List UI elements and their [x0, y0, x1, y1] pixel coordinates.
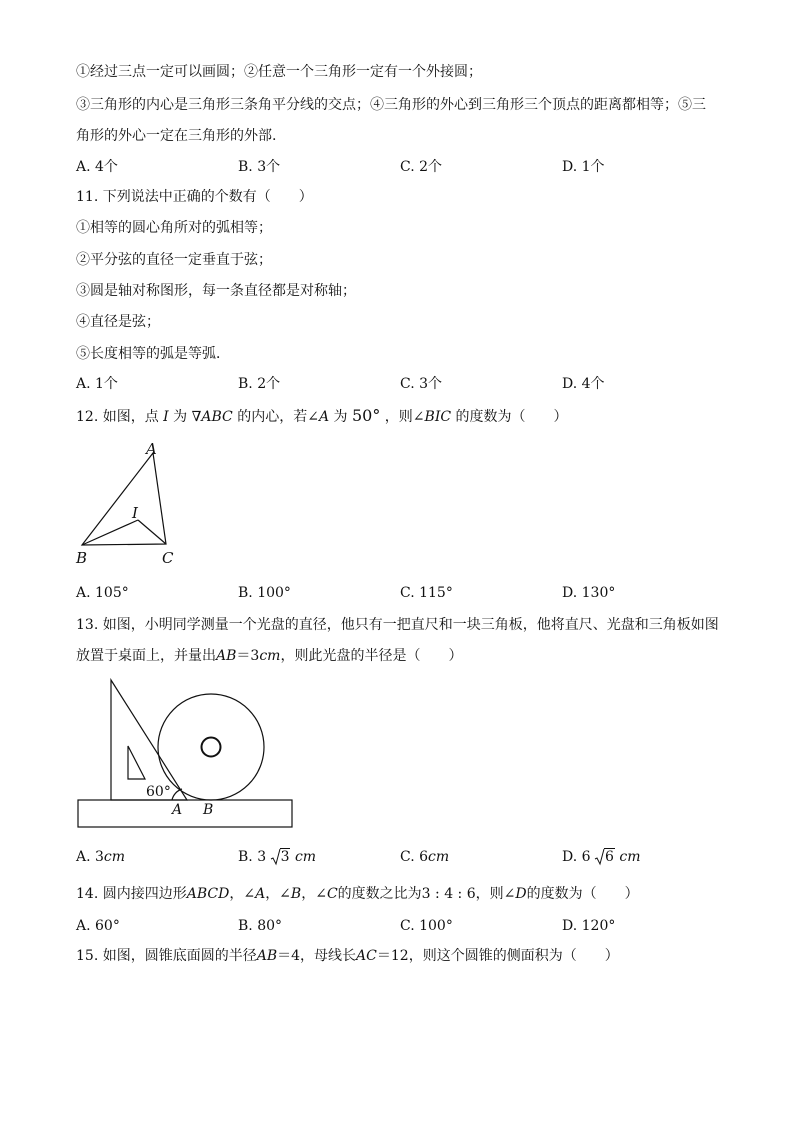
- q12-label-a: A: [146, 440, 157, 458]
- q13-label-b: B: [203, 802, 214, 818]
- q14-option-c[interactable]: C. 100°: [400, 918, 453, 934]
- q12-stem-text: 12. 如图，点: [76, 409, 159, 425]
- q11-item-5: ⑤长度相等的弧是等弧．: [76, 346, 230, 362]
- q14-stem-text: 的度数为（ ）: [526, 886, 639, 902]
- radical-icon: [595, 849, 605, 865]
- q12-var-i: I: [163, 409, 169, 425]
- q12-option-d[interactable]: D. 130°: [562, 585, 616, 601]
- q12-option-b[interactable]: B. 100°: [238, 585, 291, 601]
- q12-var-a: A: [318, 409, 330, 425]
- q13-unit-cm: cm: [259, 648, 281, 664]
- q10-option-c[interactable]: C. 2个: [400, 159, 443, 175]
- q11-item-4: ④直径是弦；: [76, 314, 160, 330]
- q11-item-3: ③圆是轴对称图形，每一条直径都是对称轴；: [76, 283, 356, 299]
- q10-option-b[interactable]: B. 3个: [238, 159, 281, 175]
- q11-options: [76, 374, 726, 394]
- q12-segment-ci: [138, 520, 166, 544]
- q13-option-b[interactable]: [238, 847, 316, 867]
- q12-stem-text: ，则∠: [384, 409, 425, 425]
- q13-disc: [158, 694, 264, 800]
- q12-option-c[interactable]: C. 115°: [400, 585, 453, 601]
- q11-stem: 11. 下列说法中正确的个数有（ ）: [76, 189, 313, 205]
- q13-option-c[interactable]: [400, 847, 449, 867]
- q12-label-c: C: [162, 549, 174, 567]
- q12-triangle-abc: ∇ABC: [191, 409, 233, 425]
- q13-option-c-text: C. 6: [400, 849, 429, 865]
- q10-option-a[interactable]: A. 4个: [76, 159, 118, 175]
- q13-stem-text: ，则此光盘的半径是（ ）: [280, 648, 463, 664]
- q10-statement-line2: ③三角形的内心是三角形三条角平分线的交点；④三角形的外心到三角形三个顶点的距离都相等；⑤三: [76, 97, 706, 113]
- q13-stem-text: ＝3: [236, 648, 260, 664]
- q14-option-a[interactable]: A. 60°: [76, 918, 120, 934]
- q12-stem-text: 为: [333, 409, 348, 425]
- q13-set-square: [111, 680, 187, 800]
- q14-option-b[interactable]: B. 80°: [238, 918, 283, 934]
- q13-var-ab: AB: [216, 648, 237, 664]
- q12-stem-text: 的内心，若∠: [237, 409, 319, 425]
- q15-var-ab: AB: [256, 948, 278, 964]
- q13-option-d-sqrt: [595, 847, 615, 867]
- q15-var-ac: AC: [356, 948, 377, 964]
- q12-stem-text: 的度数为（ ）: [455, 409, 568, 425]
- q13-set-square-hole: [128, 746, 145, 779]
- q14-stem-text: ，∠: [301, 886, 327, 902]
- q12-label-b: B: [76, 549, 88, 567]
- q13-stem-line1: 13. 如图，小明同学测量一个光盘的直径，他只有一把直尺和一块三角板，他将直尺、光盘和三角板如图: [76, 617, 719, 633]
- q14-var-b: B: [290, 886, 302, 902]
- q14-quad-abcd: ABCD: [186, 886, 230, 902]
- q11-option-c[interactable]: C. 3个: [400, 376, 443, 392]
- q11-option-d[interactable]: D. 4个: [562, 376, 605, 392]
- q10-option-d[interactable]: D. 1个: [562, 159, 605, 175]
- q14-options: [76, 916, 726, 936]
- q14-stem-text: ，∠: [265, 886, 291, 902]
- q14-var-d: D: [515, 886, 527, 902]
- q15-stem-text: ＝12，则这个圆锥的侧面积为（ ）: [376, 948, 619, 964]
- q13-option-b-text: B. 3: [238, 849, 267, 865]
- q13-option-c-unit: cm: [428, 849, 450, 865]
- q12-option-a[interactable]: A. 105°: [76, 585, 129, 601]
- q12-angle-value: 50°: [351, 406, 381, 425]
- q14-stem-text: 14. 圆内接四边形: [76, 886, 187, 902]
- q15-stem: [76, 946, 619, 966]
- q13-option-b-unit: cm: [294, 849, 317, 865]
- q10-statement-line3: 角形的外心一定在三角形的外部.: [76, 128, 277, 144]
- q12-stem-text: 为: [173, 409, 188, 425]
- q15-stem-text: ＝4，母线长: [277, 948, 357, 964]
- q13-option-a-text: A. 3: [76, 849, 104, 865]
- q14-option-d[interactable]: D. 120°: [562, 918, 616, 934]
- q14-var-a: A: [255, 886, 266, 902]
- q10-options: [76, 157, 726, 177]
- q13-disc-figure: [76, 678, 296, 830]
- q11-option-a[interactable]: A. 1个: [76, 376, 118, 392]
- q14-stem-text: 的度数之比为3 : 4 : 6，则∠: [337, 886, 516, 902]
- radical-icon: [271, 849, 281, 865]
- q13-ruler: [78, 800, 292, 827]
- q13-options: [76, 847, 726, 869]
- q11-item-1: ①相等的圆心角所对的弧相等；: [76, 220, 272, 236]
- q13-stem-line2: [76, 646, 462, 666]
- q12-options: [76, 583, 726, 603]
- q12-triangle-figure: [70, 438, 190, 568]
- q15-stem-text: 15. 如图，圆锥底面圆的半径: [76, 948, 257, 964]
- q12-triangle-abc-shape: [82, 453, 166, 545]
- q13-option-d-unit: cm: [619, 849, 641, 865]
- q11-option-b[interactable]: B. 2个: [238, 376, 281, 392]
- q13-option-a[interactable]: [76, 847, 125, 867]
- q13-option-a-unit: cm: [103, 849, 126, 865]
- q12-label-i: I: [132, 504, 138, 522]
- q13-disc-center-hole: [202, 738, 221, 757]
- q13-stem-text: 放置于桌面上，并量出: [76, 648, 216, 664]
- q12-segment-bi: [82, 520, 138, 545]
- q13-option-d[interactable]: [562, 847, 641, 867]
- q13-option-b-radicand: 3: [280, 849, 290, 865]
- q14-stem-text: ，∠: [229, 886, 256, 902]
- q12-stem: [76, 406, 568, 427]
- q14-var-c: C: [326, 886, 338, 902]
- q10-statement-line1: ①经过三点一定可以画圆；②任意一个三角形一定有一个外接圆；: [76, 64, 482, 80]
- q13-option-b-sqrt: [271, 847, 291, 867]
- q14-stem: [76, 884, 639, 904]
- q12-var-bic: BIC: [424, 409, 452, 425]
- q13-option-d-text: D. 6: [562, 849, 591, 865]
- q13-label-angle: 60°: [146, 784, 171, 800]
- q13-option-d-radicand: 6: [605, 849, 614, 865]
- q13-label-a: A: [172, 802, 183, 818]
- q11-item-2: ②平分弦的直径一定垂直于弦；: [76, 252, 272, 268]
